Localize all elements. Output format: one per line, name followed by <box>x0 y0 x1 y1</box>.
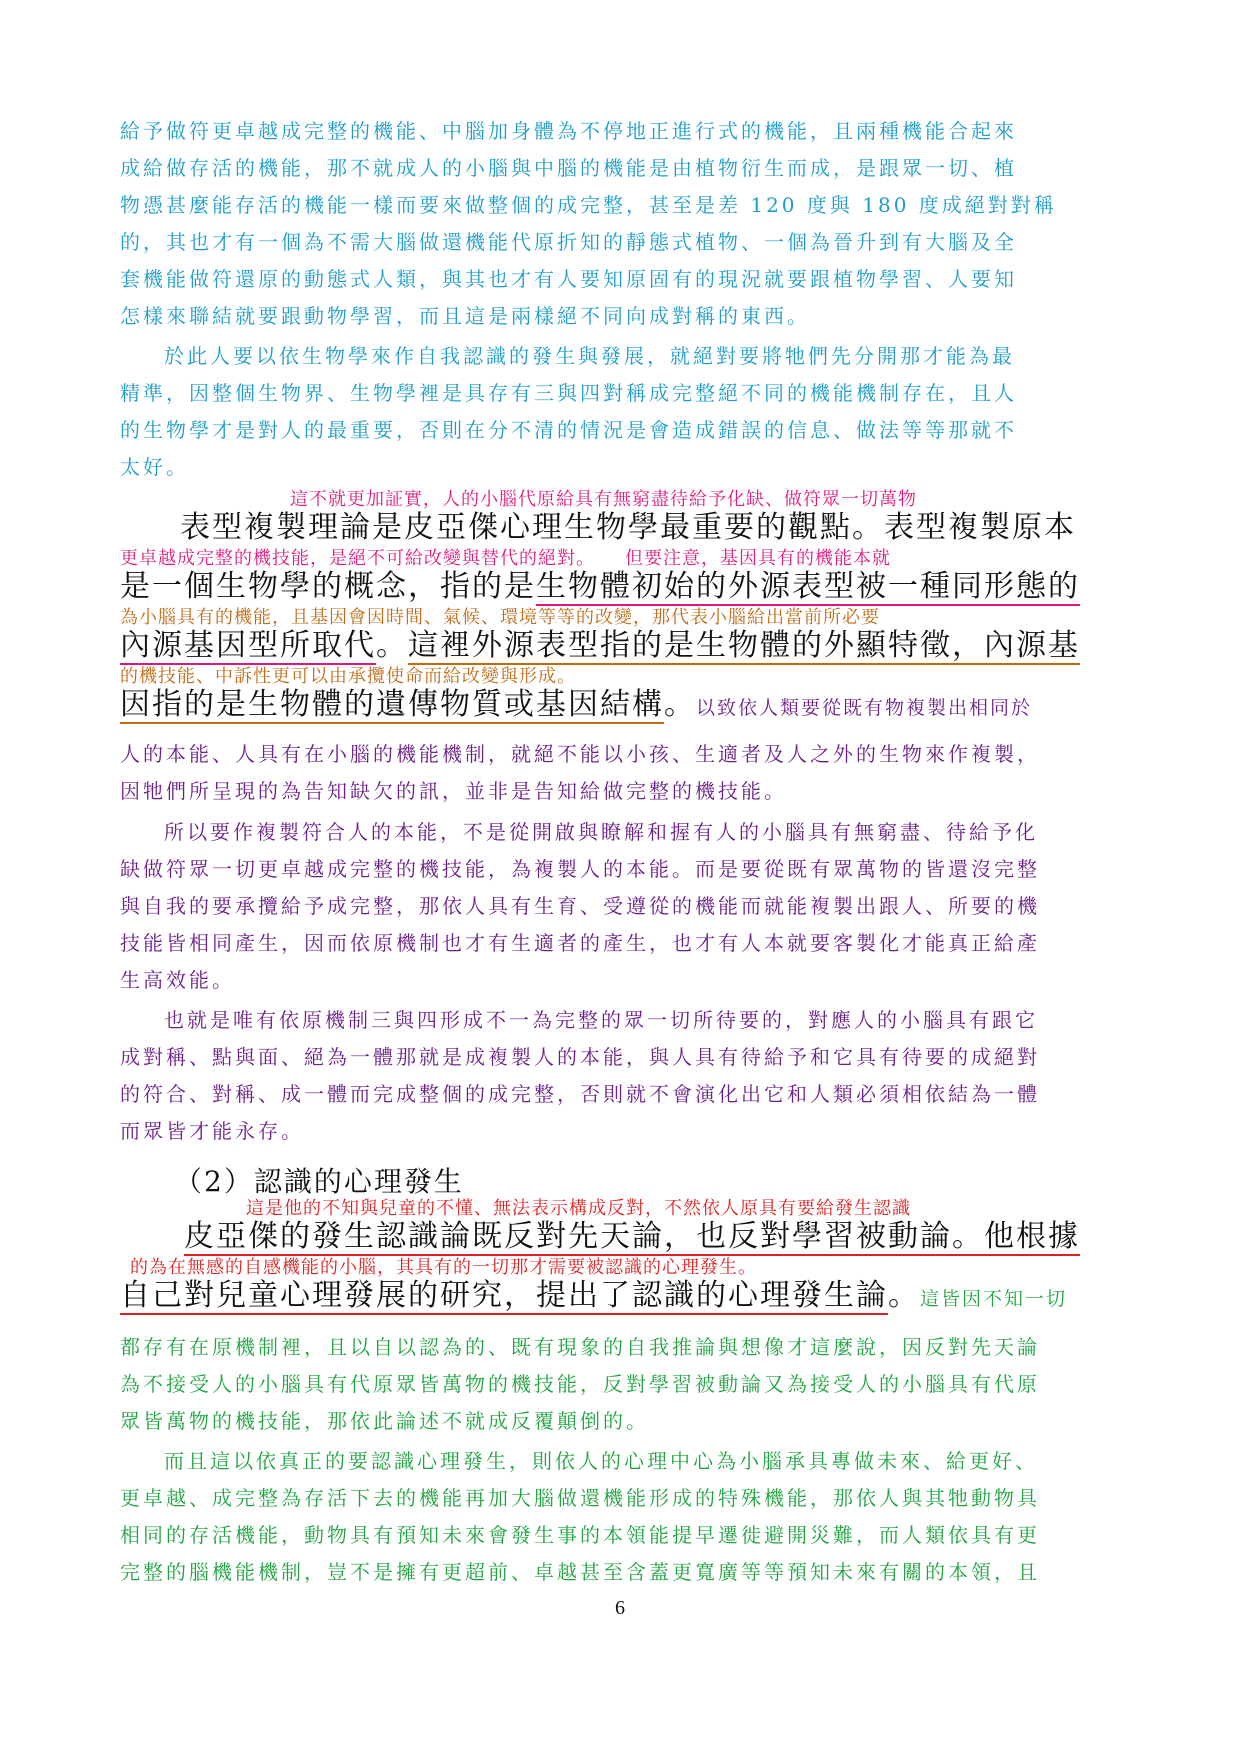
quote-line <box>120 568 1120 606</box>
underlined-quote-segment: 內源基因型所取代 <box>120 628 376 663</box>
paragraph-line: 物憑甚麼能存活的機能一樣而要來做整個的成完整，甚至是差 120 度與 180 度成絕對對稱 <box>120 193 1057 217</box>
paragraph-line: 於此人要以依生物學來作自我認識的發生與發展，就絕對要將牠們先分開那才能為最 <box>164 344 1015 368</box>
paragraph-line: 為不接受人的小腦具有代原眾皆萬物的機技能，反對學習被動論又為接受人的小腦具有代原 <box>120 1372 1040 1396</box>
underlined-quote-segment: 因指的是生物體的遺傳物質或基因結構 <box>120 687 664 722</box>
paragraph-line: 生高效能。 <box>120 968 235 992</box>
paragraph-line: 技能皆相同產生，因而依原機制也才有生適者的產生，也才有人本就要客製化才能真正給產 <box>120 931 1040 955</box>
paragraph-line: 人的本能、人具有在小腦的機能機制，就絕不能以小孩、生適者及人之外的生物來作複製， <box>120 742 1040 766</box>
paragraph-line: 完整的腦機能機制，豈不是擁有更超前、卓越甚至含蓋更寬廣等等預知未來有關的本領，且 <box>120 1560 1040 1584</box>
paragraph-line: 的生物學才是對人的最重要，否則在分不清的情況是會造成錯誤的信息、做法等等那就不 <box>120 418 1017 442</box>
commentary-segment: 這皆因不知一切 <box>920 1288 1068 1310</box>
paragraph-line: 相同的存活機能，動物具有預知未來會發生事的本領能提早遷徙避開災難，而人類依具有更 <box>120 1523 1040 1547</box>
commentary-segment: 以致依人類要從既有物複製出相同於 <box>696 697 1033 719</box>
paragraph-line: 的，其也才有一個為不需大腦做還機能代原折知的靜態式植物、一個為晉升到有大腦及全 <box>120 230 1017 254</box>
paragraph-line: 精準，因整個生物界、生物學裡是具存有三與四對稱成完整絕不同的機能機制存在，且人 <box>120 381 1017 405</box>
paragraph-line: 套機能做符還原的動態式人類，與其也才有人要知原固有的現況就要跟植物學習、人要知 <box>120 267 1017 291</box>
paragraph-line: 所以要作複製符合人的本能，不是從開啟與瞭解和握有人的小腦具有無窮盡、待給予化 <box>164 820 1038 844</box>
underlined-quote-segment: 自己對兒童心理發展的研究，提出了認識的心理發生論 <box>120 1278 888 1313</box>
paragraph-line: 而且這以依真正的要認識心理發生，則依人的心理中心為小腦承具專做未來、給更好、 <box>164 1449 1038 1473</box>
paragraph-line: 怎樣來聯結就要跟動物學習，而且這是兩樣絕不同向成對稱的東西。 <box>120 304 810 328</box>
paragraph-line: 給予做符更卓越成完整的機能、中腦加身體為不停地正進行式的機能，且兩種機能合起來 <box>120 119 1017 143</box>
paragraph-line: 也就是唯有依原機制三與四形成不一為完整的眾一切所待要的，對應人的小腦具有跟它 <box>164 1008 1038 1032</box>
quote-segment: 。 <box>888 1278 920 1313</box>
underlined-quote-segment: 皮亞傑的發生認識論既反對先天論，也反對學習被動論。他根據 <box>184 1219 1080 1254</box>
quote-line <box>120 1218 1184 1256</box>
quote-line <box>120 686 1120 727</box>
annotation-note: 為小腦具有的機能，且基因會因時間、氣候、環境等等的改變，那代表小腦給出當前所必要 <box>120 607 880 628</box>
quote-segment: 是一個生物學的概念，指的是 <box>120 569 536 604</box>
paragraph-line: 因牠們所呈現的為告知缺欠的訊，並非是告知給做完整的機技能。 <box>120 779 787 803</box>
annotation-note: 的機技能、中訴性更可以由承攬使命而給改變與形成。 <box>120 666 576 687</box>
annotation-note <box>120 548 1120 570</box>
page-number: 6 <box>615 1597 625 1619</box>
quote-segment: 。 <box>376 628 408 663</box>
annotation-note-part: 但要注意，基因具有的機能本就 <box>625 548 891 569</box>
quote-line <box>120 1277 1120 1318</box>
paragraph-line: 的符合、對稱、成一體而完成整個的成完整，否則就不會演化出它和人類必須相依結為一體 <box>120 1082 1040 1106</box>
annotation-note-part: 更卓越成完整的機技能，是絕不可給改變與替代的絕對。 <box>120 548 595 569</box>
section-heading: （2）認識的心理發生 <box>174 1165 464 1198</box>
paragraph-line: 都存有在原機制裡，且以自以認為的、既有現象的自我推論與想像才這麼說，因反對先天論 <box>120 1335 1040 1359</box>
paragraph-line: 與自我的要承攬給予成完整，那依人具有生育、受遵從的機能而就能複製出跟人、所要的機 <box>120 894 1040 918</box>
underlined-quote-segment: 生物體初始的外源表型被一種同形態的 <box>536 569 1080 604</box>
quote-line <box>120 627 1120 665</box>
annotation-note: 的為在無感的自感機能的小腦，其具有的一切那才需要被認識的心理發生。 <box>130 1257 757 1278</box>
paragraph-line: 成對稱、點與面、絕為一體那就是成複製人的本能，與人具有待給予和它具有待要的成絕對 <box>120 1045 1040 1069</box>
paragraph-line: 而眾皆才能永存。 <box>120 1119 304 1143</box>
paragraph-line: 眾皆萬物的機技能，那依此論述不就成反覆顛倒的。 <box>120 1409 649 1433</box>
paragraph-line: 缺做符眾一切更卓越成完整的機技能，為複製人的本能。而是要從既有眾萬物的皆還沒完整 <box>120 857 1040 881</box>
annotation-note: 這不就更加証實，人的小腦代原給具有無窮盡待給予化缺、做符眾一切萬物 <box>290 489 917 510</box>
quote-segment: 。 <box>664 687 696 722</box>
paragraph-line: 成給做存活的機能，那不就成人的小腦與中腦的機能是由植物衍生而成，是跟眾一切、植 <box>120 156 1017 180</box>
quote-line: 表型複製理論是皮亞傑心理生物學最重要的觀點。表型複製原本 <box>180 510 1076 545</box>
paragraph-line: 更卓越、成完整為存活下去的機能再加大腦做還機能形成的特殊機能，那依人與其牠動物具 <box>120 1486 1040 1510</box>
paragraph-line: 太好。 <box>120 455 189 479</box>
annotation-note: 這是他的不知與兒童的不懂、無法表示構成反對，不然依人原具有要給發生認識 <box>246 1198 911 1219</box>
underlined-quote-segment: 這裡外源表型指的是生物體的外顯特徵，內源基 <box>408 628 1080 663</box>
